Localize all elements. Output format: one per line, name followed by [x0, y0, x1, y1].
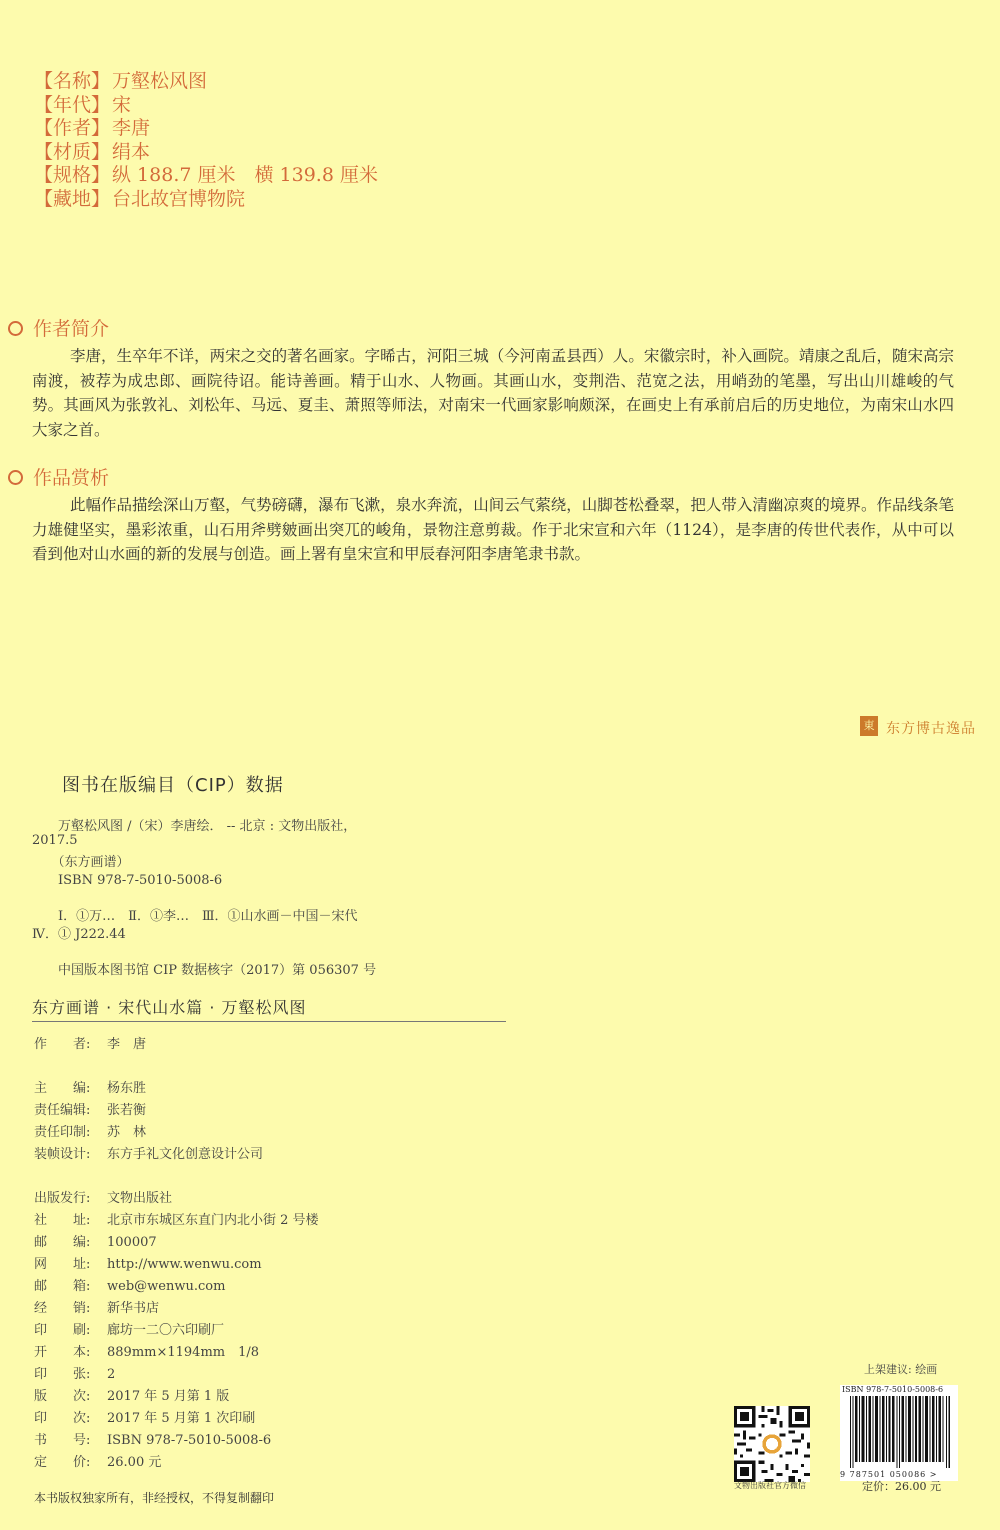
brand-seal-icon: 東 — [860, 716, 878, 736]
credit-row: 作 者: 李 唐 — [34, 1037, 147, 1052]
credit-row: 责任编辑: 张若衡 — [34, 1103, 147, 1118]
qr-caption: 文物出版社官方微信 — [734, 1481, 806, 1490]
credit-row: 邮 编: 100007 — [34, 1235, 157, 1250]
credit-row: 书 号: ISBN 978-7-5010-5008-6 — [34, 1433, 272, 1448]
circle-bullet-icon — [8, 321, 23, 336]
credit-row: 版 次: 2017 年 5 月第 1 版 — [34, 1389, 230, 1404]
circle-bullet-icon — [8, 470, 23, 485]
credit-row: 印 次: 2017 年 5 月第 1 次印刷 — [34, 1411, 256, 1426]
meta-block — [34, 70, 378, 211]
credit-row: 装帧设计: 东方手礼文化创意设计公司 — [34, 1147, 264, 1162]
credit-row: 社 址: 北京市东城区东直门内北小街 2 号楼 — [34, 1213, 319, 1228]
cip-line: ISBN 978-7-5010-5008-6 — [32, 873, 223, 888]
author-intro-paragraph: 李唐，生卒年不详，两宋之交的著名画家。字晞古，河阳三城（今河南孟县西）人。宋徽宗时，补入画院。靖康之乱后，随宋高宗南渡，被荐为成忠郎、画院待诏。能诗善画。精于山水、人物画。其画山水，变荆浩、范宽之法，用峭劲的笔墨，写出山川雄峻的气势。其画风为张敦礼、刘松年、马远、夏圭、萧照等师法，对南宋一代画家影响颇深，在画史上有承前启后的历史地位，为南宋山水四大家之首。 — [32, 347, 954, 439]
appreciation-paragraph: 此幅作品描绘深山万壑，气势磅礴，瀑布飞漱，泉水奔流，山间云气萦绕，山脚苍松叠翠，把人带入清幽凉爽的境界。作品线条笔力雄健坚实，墨彩浓重，山石用斧劈皴画出突兀的峻角，景物注意剪裁。作于北宋宣和六年（1124），是李唐的传世代表作，从中可以看到他对山水画的新的发展与创造。画上署有皇宋宣和甲辰春河阳李唐笔隶书款。 — [32, 496, 954, 563]
credit-row: 网 址: http://www.wenwu.com — [34, 1257, 262, 1272]
credit-row: 出版发行: 文物出版社 — [34, 1191, 173, 1206]
meta-author: 【作者】 李唐 — [34, 117, 151, 139]
meta-collection: 【藏地】 台北故宫博物院 — [34, 187, 246, 210]
copyright-notice: 本书版权独家所有，非经授权，不得复制翻印 — [34, 1491, 275, 1505]
brand-text: 东方博古逸品 — [886, 721, 976, 737]
qr-code-icon — [734, 1406, 810, 1482]
divider — [32, 1021, 506, 1022]
meta-size: 【规格】 纵 188.7 厘米 横 139.8 厘米 — [34, 164, 378, 186]
barcode-isbn: ISBN 978-7-5010-5008-6 — [842, 1385, 944, 1394]
meta-era: 【年代】 宋 — [34, 93, 132, 116]
barcode-icon — [850, 1396, 950, 1468]
cip-line: 2017.5 — [32, 833, 78, 848]
cip-line: Ⅳ．① J222.44 — [32, 927, 126, 942]
cip-line: Ⅰ．①万… Ⅱ．①李… Ⅲ．①山水画－中国－宋代 — [32, 909, 358, 924]
barcode-price: 定价：26.00 元 — [862, 1480, 941, 1493]
cip-line: 中国版本图书馆 CIP 数据核字（2017）第 056307 号 — [32, 963, 377, 978]
cip-line: （东方画谱） — [32, 855, 130, 870]
credit-row: 主 编: 杨东胜 — [34, 1081, 147, 1096]
shelf-suggestion: 上架建议: 绘画 — [864, 1363, 938, 1376]
cip-line: 万壑松风图 /（宋）李唐绘． -- 北京 : 文物出版社， — [32, 819, 357, 834]
credit-row: 开 本: 889mm×1194mm 1/8 — [34, 1345, 260, 1360]
meta-material: 【材质】 绢本 — [34, 140, 151, 163]
series-title: 东方画谱 · 宋代山水篇 · 万壑松风图 — [32, 998, 307, 1017]
section-heading-author: 作者简介 — [8, 314, 109, 341]
section-heading-appreciation: 作品赏析 — [8, 463, 109, 490]
credit-row: 定 价: 26.00 元 — [34, 1455, 162, 1470]
credit-row: 责任印制: 苏 林 — [34, 1125, 147, 1140]
credit-row: 印 刷: 廊坊一二〇六印刷厂 — [34, 1323, 225, 1338]
credit-row: 经 销: 新华书店 — [34, 1301, 160, 1316]
cip-title: 图书在版编目（CIP）数据 — [62, 775, 284, 796]
credit-row: 邮 箱: web@wenwu.com — [34, 1279, 226, 1294]
barcode-number: 9 787501 050086 > — [840, 1470, 938, 1479]
credit-row: 印 张: 2 — [34, 1367, 116, 1382]
meta-name: 【名称】 万壑松风图 — [34, 70, 208, 92]
